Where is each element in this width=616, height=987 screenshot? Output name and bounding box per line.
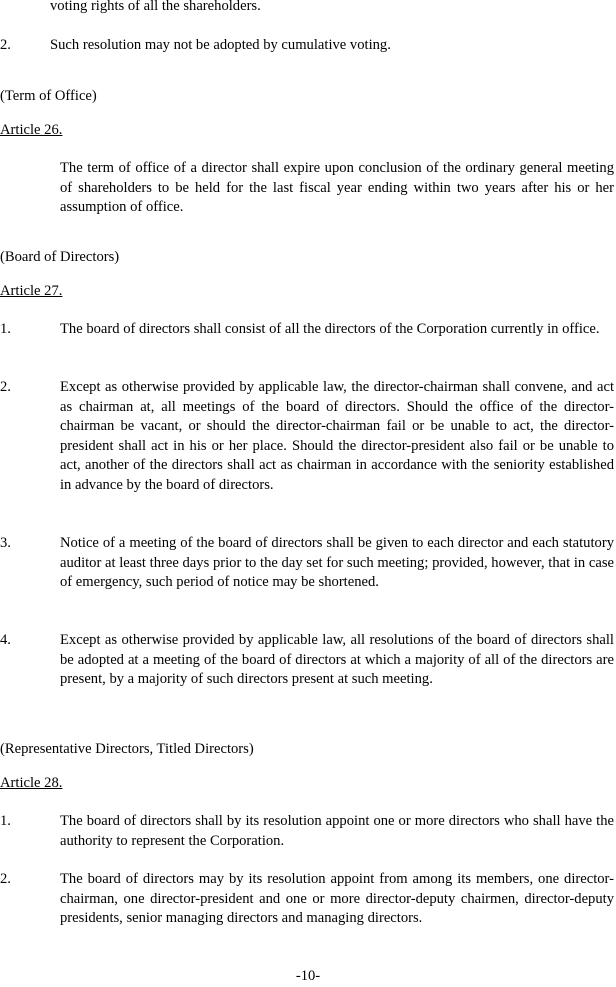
art28-article-label: Article 28. — [0, 775, 63, 791]
item-number: 1. — [0, 321, 11, 337]
art27-item-4 — [0, 631, 614, 690]
item-text: The board of directors shall by its resolution appoint one or more directors who shall have the authority to represent the Corporation. — [60, 813, 614, 849]
art25-item-2 — [0, 36, 614, 56]
art28-item-2 — [0, 870, 614, 929]
item-number: 2. — [0, 37, 11, 53]
art27-heading: (Board of Directors) — [0, 249, 120, 265]
art27-article-label: Article 27. — [0, 283, 63, 299]
art27-item-1 — [0, 320, 614, 340]
item-text: Except as otherwise provided by applicable law, the director-chairman shall convene, and act as chairman at, all meetings of the board of directors. Should the office of the director-chairman be vacant, or should the director-chairman fail or be unable to act, the director-president shall act in his or her place. Should the director-president also fail or be unable to act, another of the directors shall act as chairman in accordance with the seniority established in advance by the board of directors. — [60, 379, 614, 493]
art26-article-label: Article 26. — [0, 122, 63, 138]
item-number: 3. — [0, 535, 11, 551]
art28-item-1 — [0, 812, 614, 851]
item-number: 4. — [0, 632, 11, 648]
item-number: 2. — [0, 871, 11, 887]
page-number: -10- — [295, 968, 321, 984]
item-text: Except as otherwise provided by applicable law, all resolutions of the board of directors shall be adopted at a meeting of the board of directors at which a majority of all of the directors are present, by a majority of such directors present at such meeting. — [60, 632, 614, 687]
item-text: Such resolution may not be adopted by cumulative voting. — [50, 37, 391, 53]
art27-item-2 — [0, 378, 614, 495]
art26-heading: (Term of Office) — [0, 88, 97, 104]
art27-item-3 — [0, 534, 614, 593]
art28-heading: (Representative Directors, Titled Directors) — [0, 741, 254, 757]
item-text: Notice of a meeting of the board of directors shall be given to each director and each statutory auditor at least three days prior to the day set for such meeting; provided, however, that in case of emergency, such period of notice may be shortened. — [60, 535, 614, 590]
item-text: The board of directors may by its resolution appoint from among its members, one director-chairman, one director-president and one or more director-deputy chairmen, director-deputy presidents, senior managing directors and managing directors. — [60, 871, 614, 926]
art26-text: The term of office of a director shall expire upon conclusion of the ordinary general meeting of shareholders to be held for the last fiscal year ending within two years after his or her assumption of office. — [60, 160, 614, 215]
item-number: 2. — [0, 379, 11, 395]
item-number: 1. — [0, 813, 11, 829]
continuation-text: voting rights of all the shareholders. — [50, 0, 261, 14]
item-text: The board of directors shall consist of all the directors of the Corporation currently in office. — [60, 321, 600, 337]
